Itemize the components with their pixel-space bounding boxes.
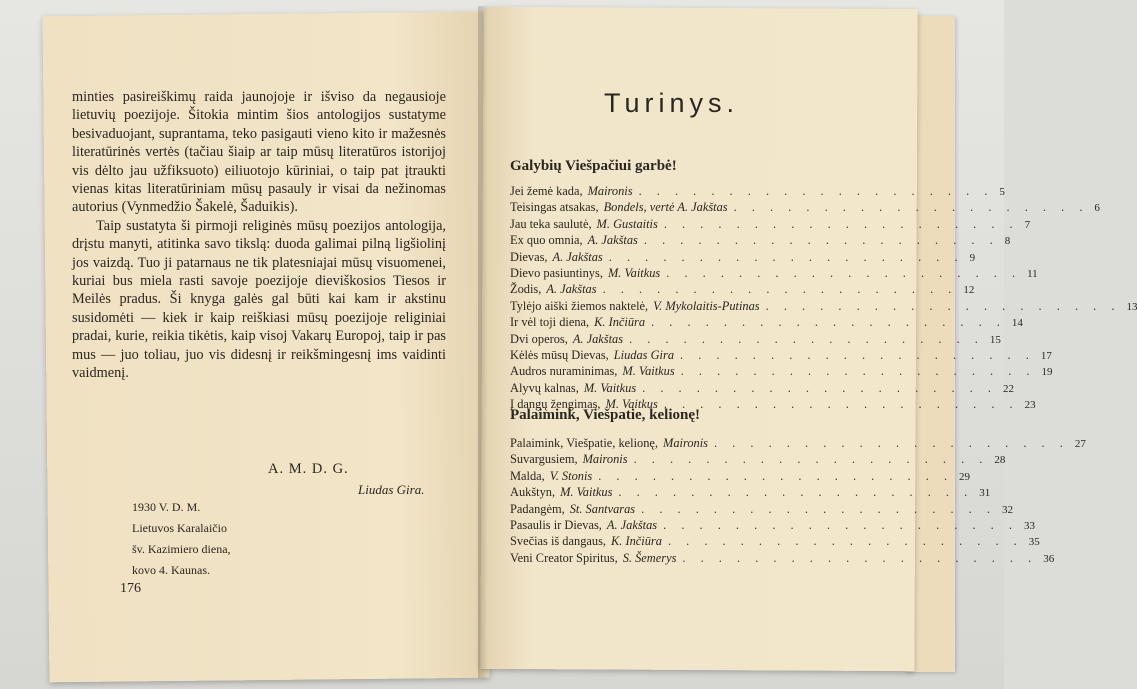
toc-leader-dots: . . . . . . . . . . . . . . . . . . . .	[765, 298, 1121, 313]
place-date-line: Lietuvos Karalaičio	[132, 521, 227, 535]
toc-section-heading: Galybių Viešpačiui garbė!	[510, 158, 677, 174]
toc-leader-dots: . . . . . . . . . . . . . . . . . . . .	[714, 436, 1069, 450]
toc-entry-title: Jau teka saulutė,	[510, 216, 592, 231]
toc-entry	[510, 315, 1023, 331]
toc-entry-title: Svečias iš dangaus,	[510, 534, 607, 549]
toc-entry-title: Dvi operos,	[510, 331, 568, 346]
toc-entry-page: 5	[999, 186, 1005, 198]
toc-entry-title: Dievo pasiuntinys,	[510, 265, 603, 280]
toc-entry-author: Maironis	[663, 436, 709, 450]
toc-entry-page: 17	[1040, 349, 1052, 362]
toc-entry-author: M. Vaitkus	[607, 265, 661, 280]
toc-entry-page: 15	[989, 333, 1001, 346]
preface-text	[72, 88, 446, 383]
toc-leader-dots: . . . . . . . . . . . . . . . . . . . .	[663, 216, 1019, 231]
toc-entry-title: Teisingas atsakas,	[510, 200, 599, 215]
toc-entry-author: A. Jakštas	[546, 282, 597, 297]
preface-paragraph: Taip sustatyta ši pirmoji religinės mūsų poezijos antologija, drįstu manyti, atitinka savo tikslą: duoda galimai pilną ligšiolinį jos vaizdą. Tuo ji patarnaus ne tik platesniajai mūsų visuomenei, kuriai bus miela rasti savoje poezijoje dieviškosios Tiesos ir Meilės pradus. Ši knyga galės gal būti kai kam ir akstinu susidomėti — kiek ir kaip reiškiasi mūsų poezijoje religiniai pradai, kurie, reikia tikėtis, kaip visoj Vakarų Europoj, taip ir pas mus — juo toliau, juo vis didesnį ir reikšmingesnį ims vaidinti vaidmenį.	[72, 217, 446, 382]
toc-section-list	[510, 436, 1086, 567]
toc-entry-page: 35	[1028, 536, 1040, 549]
toc-entry-title: Kėlės mūsų Dievas,	[510, 347, 609, 362]
toc-entry-page: 9	[969, 251, 976, 264]
toc-leader-dots: . . . . . . . . . . . . . . . . . . . .	[629, 331, 984, 346]
place-date-line: kovo 4. Kaunas.	[132, 563, 210, 577]
toc-entry-title: Aukštyn,	[510, 485, 556, 500]
toc-entry-title: Ex quo omnia,	[510, 233, 583, 248]
toc-entry-title: Audros nuraminimas,	[510, 364, 618, 379]
toc-leader-dots: . . . . . . . . . . . . . . . . . . . .	[663, 517, 1018, 532]
toc-entry	[510, 436, 1086, 452]
toc-entry	[510, 282, 975, 298]
toc-entry-page: 12	[963, 284, 975, 297]
toc-entry-title: Alyvų kalnas,	[510, 380, 579, 395]
toc-entry-author: K. Inčiūra	[594, 315, 646, 330]
toc-entry	[510, 550, 1055, 567]
toc-entry-page: 32	[1001, 503, 1013, 516]
toc-leader-dots: . . . . . . . . . . . . . . . . . . . .	[618, 485, 974, 500]
toc-entry-page: 29	[959, 470, 971, 483]
toc-leader-dots: . . . . . . . . . . . . . . . . . . . .	[680, 364, 1036, 379]
toc-entry	[510, 331, 1001, 348]
toc-entry	[510, 364, 1053, 380]
toc-entry	[510, 184, 1005, 200]
toc-entry-title: Padangėm,	[510, 501, 565, 516]
toc-entry	[510, 200, 1100, 216]
toc-entry-author: M. Vaitkus	[622, 364, 675, 379]
toc-entry-author: K. Inčiūra	[611, 534, 662, 549]
toc-entry-page: 13	[1126, 300, 1137, 313]
toc-entry-title: Tylėjo aiški žiemos naktelė,	[510, 298, 649, 313]
toc-leader-dots: . . . . . . . . . . . . . . . . . . . .	[643, 233, 999, 248]
toc-entry-title: Į dangų žengimas,	[510, 397, 601, 412]
toc-entry-author: Bondels, vertė A. Jakštas	[603, 200, 728, 215]
toc-leader-dots: . . . . . . . . . . . . . . . . . . . .	[641, 501, 996, 516]
toc-entry-title: Palaimink, Viešpatie, kelionę,	[510, 436, 659, 450]
toc-entry-author: V. Mykolaitis-Putinas	[653, 298, 760, 313]
place-date-line: 1930 V. D. M.	[132, 500, 201, 514]
place-date-line: šv. Kazimiero diena,	[132, 542, 231, 556]
toc-entry-author: Maironis	[587, 184, 633, 198]
toc-entry-page: 31	[979, 487, 991, 500]
toc-entry-page: 28	[994, 454, 1006, 467]
toc-entry-author: A. Jakštas	[572, 331, 624, 346]
toc-entry	[510, 380, 1014, 397]
toc-entry	[510, 452, 1006, 468]
toc-section-list	[510, 184, 1137, 413]
toc-leader-dots: . . . . . . . . . . . . . . . . . . . .	[602, 282, 958, 297]
page-number: 176	[120, 581, 141, 596]
toc-entry-page: 14	[1011, 317, 1023, 330]
toc-entry-title: Jei žemė kada,	[510, 184, 583, 198]
toc-leader-dots: . . . . . . . . . . . . . . . . . . . .	[638, 184, 994, 198]
toc-entry-page: 23	[1024, 399, 1036, 412]
toc-entry	[510, 468, 971, 485]
toc-entry-page: 27	[1074, 438, 1086, 450]
amdg-motto: A. M. D. G.	[268, 461, 349, 477]
toc-entry-author: M. Vaitkus	[560, 485, 613, 500]
toc-entry	[510, 534, 1040, 550]
toc-entry	[510, 233, 1011, 249]
toc-entry-author: A. Jakštas	[606, 517, 658, 532]
toc-leader-dots: . . . . . . . . . . . . . . . . . . . .	[633, 452, 989, 467]
toc-entry-page: 22	[1002, 382, 1014, 395]
toc-entry	[510, 216, 1031, 233]
author-signature: Liudas Gira.	[358, 482, 425, 497]
toc-entry-title: Žodis,	[510, 282, 542, 297]
toc-entry-author: A. Jakštas	[587, 233, 638, 248]
toc-leader-dots: . . . . . . . . . . . . . . . . . . . .	[598, 468, 954, 483]
toc-entry-title: Suvargusiem,	[510, 452, 578, 467]
toc-entry	[510, 485, 991, 501]
toc-section-heading: Palaimink, Viešpatie, kelionę!	[510, 407, 701, 423]
toc-entry	[510, 298, 1137, 315]
toc-entry-page: 36	[1043, 552, 1055, 565]
toc-title: Turinys.	[604, 88, 740, 118]
toc-leader-dots: . . . . . . . . . . . . . . . . . . . .	[682, 550, 1038, 565]
toc-entry-author: M. Gustaitis	[596, 216, 658, 231]
toc-leader-dots: . . . . . . . . . . . . . . . . . . . .	[608, 249, 964, 264]
toc-entry-author: V. Stonis	[549, 468, 593, 483]
toc-entry-page: 8	[1004, 235, 1011, 248]
toc-entry-title: Dievas,	[510, 249, 548, 264]
toc-entry-title: Veni Creator Spiritus,	[510, 550, 618, 565]
toc-entry-author: M. Vaitkus	[605, 397, 658, 412]
toc-entry-author: M. Vaitkus	[583, 380, 637, 395]
toc-entry	[510, 347, 1052, 364]
toc-entry	[510, 249, 976, 266]
toc-entry-title: Malda,	[510, 468, 545, 483]
toc-entry	[510, 501, 1013, 518]
toc-entry-author: Maironis	[582, 452, 628, 467]
toc-leader-dots: . . . . . . . . . . . . . . . . . . . .	[733, 200, 1089, 215]
book-gutter	[478, 6, 488, 678]
toc-entry-page: 7	[1024, 218, 1031, 231]
toc-leader-dots: . . . . . . . . . . . . . . . . . . . .	[642, 380, 997, 395]
toc-entry-page: 33	[1023, 519, 1035, 532]
preface-paragraph: minties pasireiškimų raida jaunojoje ir išviso da negausioje lietuvių poezijoje. Šitokia mintim šios antologijos sustatyme besivaduojant, suprantama, teko pasigauti vieno kito ir mažesnės literatūrinės vertės (tačiau šiaip ar taip mūsų literatūros istorijoj vis dėlto jau užfiksuoto) eiliuotojo kūriniai, o taip pat įtraukti vienas kitas literatūriniam mūsų pasauly ir visai da nežinomas autorius (Vynmedžio Šakelė, Šaduikis).	[72, 89, 446, 216]
place-date-block	[132, 497, 231, 581]
toc-entry-page: 19	[1041, 366, 1053, 379]
toc-entry-page: 6	[1094, 202, 1100, 215]
toc-entry-author: Liudas Gira	[613, 347, 675, 362]
toc-entry-title: Ir vėl toji diena,	[510, 315, 590, 330]
toc-leader-dots: . . . . . . . . . . . . . . . . . . . .	[667, 534, 1023, 549]
toc-entry-author: St. Santvaras	[569, 501, 636, 516]
toc-entry-page: 11	[1027, 267, 1038, 280]
toc-entry-author: S. Šemerys	[622, 550, 677, 565]
toc-leader-dots: . . . . . . . . . . . . . . . . . . . .	[680, 347, 1035, 362]
toc-entry-author: A. Jakštas	[552, 249, 603, 264]
toc-entry-title: Pasaulis ir Dievas,	[510, 517, 602, 532]
toc-leader-dots: . . . . . . . . . . . . . . . . . . . .	[663, 397, 1019, 412]
toc-entry	[510, 517, 1035, 534]
toc-leader-dots: . . . . . . . . . . . . . . . . . . . .	[651, 315, 1006, 330]
toc-entry	[510, 265, 1038, 282]
toc-leader-dots: . . . . . . . . . . . . . . . . . . . .	[666, 265, 1022, 280]
